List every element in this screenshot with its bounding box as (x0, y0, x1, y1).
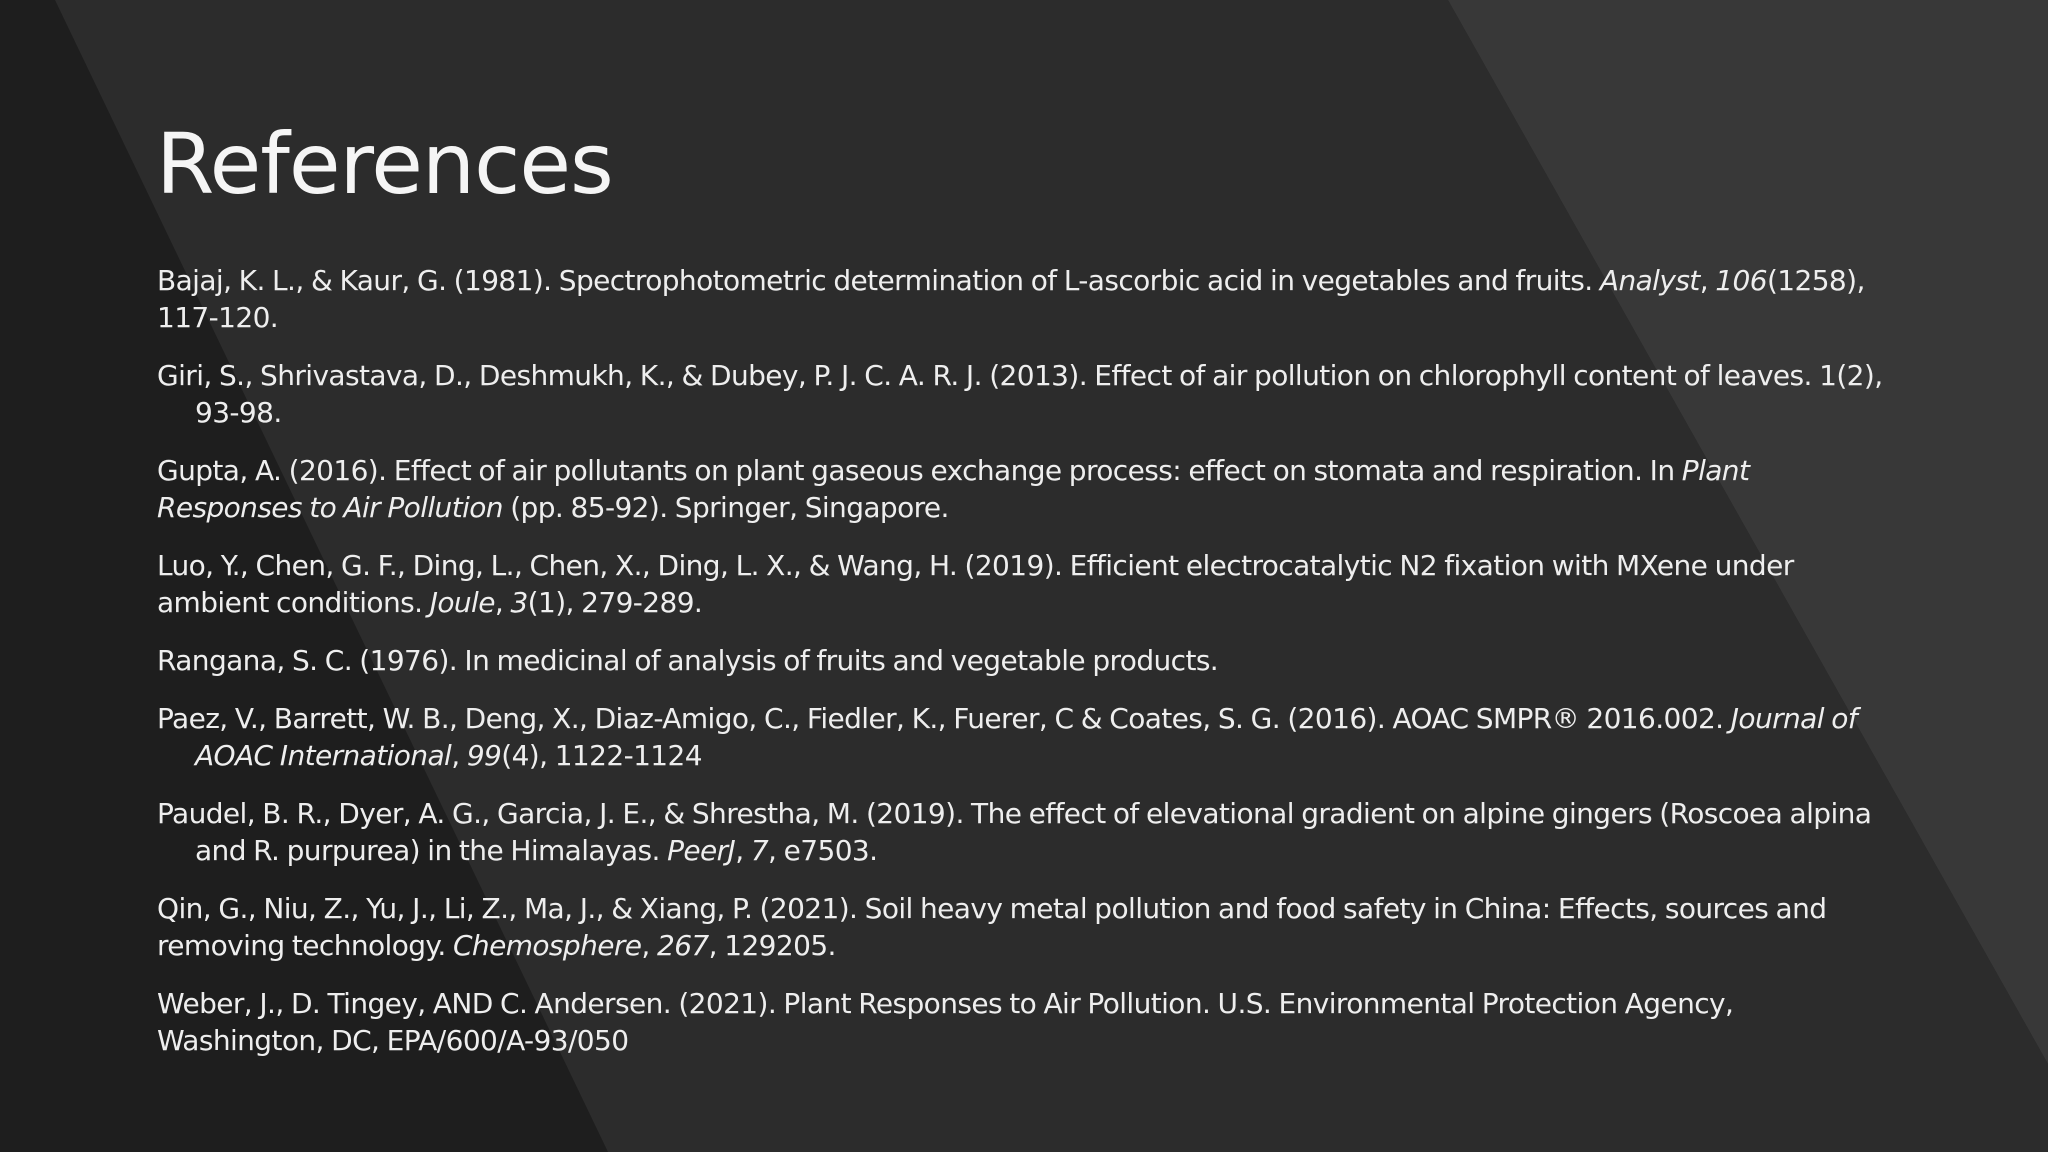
reference-item: Luo, Y., Chen, G. F., Ding, L., Chen, X., Ding, L. X., & Wang, H. (2019). Efficient electrocatalytic N2 fixation with MXene under ambient conditions. Joule, 3(1), 279-289. (157, 549, 1794, 619)
reference-item: Giri, S., Shrivastava, D., Deshmukh, K., & Dubey, P. J. C. A. R. J. (2013). Effect of air pollution on chlorophyll content of leaves. 1(2), 93-98. (157, 359, 1883, 429)
reference-item: Gupta, A. (2016). Effect of air pollutants on plant gaseous exchange process: effect on stomata and respiration. In Plant Responses to Air Pollution (pp. 85-92). Springer, Singapore. (157, 454, 1750, 524)
reference-item: Weber, J., D. Tingey, AND C. Andersen. (2021). Plant Responses to Air Pollution. U.S. Environmental Protection Agency, Washington, DC, EPA/600/A-93/050 (157, 987, 1734, 1057)
reference-item: Paudel, B. R., Dyer, A. G., Garcia, J. E., & Shrestha, M. (2019). The effect of elevational gradient on alpine gingers (Roscoea alpina and R. purpurea) in the Himalayas. PeerJ, 7, e7503. (157, 797, 1872, 867)
reference-item: Bajaj, K. L., & Kaur, G. (1981). Spectrophotometric determination of L-ascorbic acid in vegetables and fruits. Analyst, 106(1258), 117-120. (157, 264, 1865, 334)
reference-item: Qin, G., Niu, Z., Yu, J., Li, Z., Ma, J., & Xiang, P. (2021). Soil heavy metal pollution and food safety in China: Effects, sources and removing technology. Chemosphere, 267, 129205. (157, 892, 1827, 962)
reference-list (157, 262, 1897, 1080)
reference-item: Rangana, S. C. (1976). In medicinal of analysis of fruits and vegetable products. (157, 644, 1219, 677)
reference-item: Paez, V., Barrett, W. B., Deng, X., Diaz-Amigo, C., Fiedler, K., Fuerer, C & Coates, S. G. (2016). AOAC SMPR® 2016.002. Journal of AOAC International, 99(4), 1122-1124 (157, 702, 1857, 772)
page-title: References (156, 115, 613, 213)
